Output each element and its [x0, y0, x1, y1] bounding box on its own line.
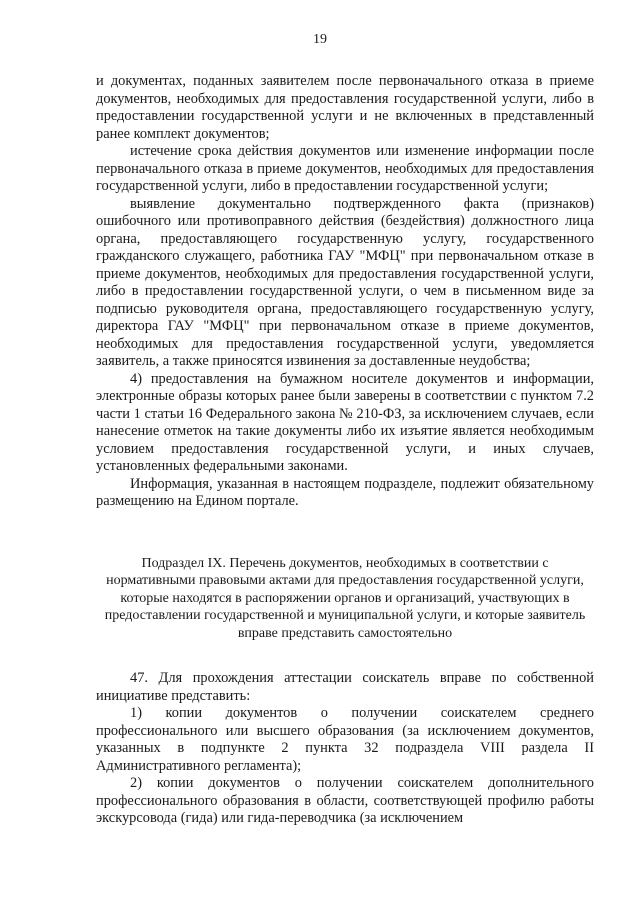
paragraphs-before	[96, 73, 594, 511]
paragraph: и документах, поданных заявителем после первоначального отказа в приеме документов, необходимых для предоставления государственной услуги, либо в предоставлении государственной услуги и не включенных в представленный ранее комплект документов;	[96, 73, 594, 142]
document-body	[96, 73, 594, 828]
paragraph: 47. Для прохождения аттестации соискатель вправе по собственной инициативе представить:	[96, 670, 594, 704]
paragraph: истечение срока действия документов или изменение информации после первоначального отказа в приеме документов, необходимых для предоставления государственной услуги, либо в предоставлении государственной услуги;	[96, 143, 594, 194]
paragraph: 4) предоставления на бумажном носителе документов и информации, электронные образы которых ранее были заверены в соответствии с пунктом 7.2 части 1 статьи 16 Федерального закона № 210-ФЗ, за исключением случаев, если нанесение отметок на такие документы либо их изъятие является необходимым условием предоставления государственной услуги, и иных случаев, установленных федеральными законами.	[96, 370, 594, 474]
section-heading: Подраздел IX. Перечень документов, необходимых в соответствии с нормативными правовыми актами для предоставления государственной услуги, которые находятся в распоряжении органов и организаций, участвующих в предоставлении государственной и муниципальной услуги, и которые заявитель вправе представить самостоятельно	[104, 555, 586, 641]
page-number: 19	[313, 32, 327, 47]
paragraph: выявление документально подтвержденного факта (признаков) ошибочного или противоправного действия (бездействия) должностного лица органа, предоставляющего государственную услугу, государственного гражданского служащего, работника ГАУ "МФЦ" при первоначальном отказе в приеме документов, необходимых для предоставления государственной услуги, либо в предоставлении государственной услуги, о чем в письменном виде за подписью руководителя органа, предоставляющего государственную услугу, директора ГАУ "МФЦ" при первоначальном отказе в приеме документов, необходимых для предоставления государственной услуги, уведомляется заявитель, а также приносятся извинения за доставленные неудобства;	[96, 195, 594, 369]
paragraphs-after	[96, 670, 594, 828]
paragraph: 1) копии документов о получении соискателем среднего профессионального или высшего образования (за исключением документов, указанных в подпункте 2 пункта 32 подраздела VIII раздела II Административного регламента);	[96, 705, 594, 774]
paragraph: 2) копии документов о получении соискателем дополнительного профессионального образования в области, соответствующей профилю работы экскурсовода (гида) или гида-переводчика (за исключением	[96, 775, 594, 826]
paragraph: Информация, указанная в настоящем подразделе, подлежит обязательному размещению на Едином портале.	[96, 475, 594, 509]
